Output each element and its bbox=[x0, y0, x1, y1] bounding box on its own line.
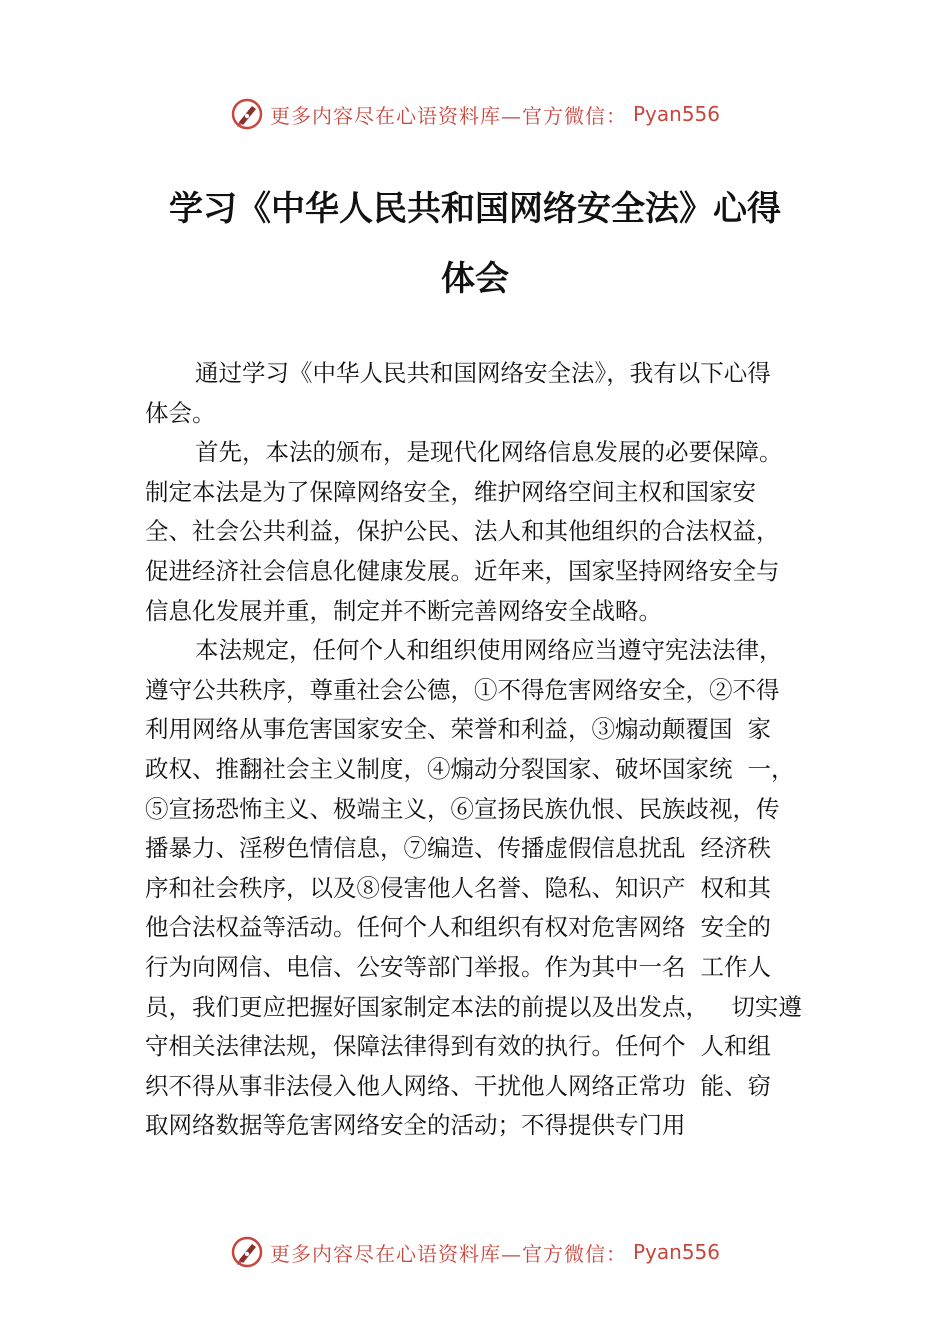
paragraph-line: 织不得从事非法侵入他人网络、干扰他人网络正常功 能、窃 bbox=[145, 1071, 771, 1100]
paragraph-line: 体会。 bbox=[145, 398, 216, 427]
header-watermark bbox=[0, 94, 950, 134]
paragraph-line: 信息化发展并重，制定并不断完善网络安全战略。 bbox=[145, 596, 662, 625]
watermark-wechat-id: Pyan556 bbox=[632, 1240, 720, 1264]
paragraph-3 bbox=[145, 631, 835, 1146]
document-title-line-2: 体会 bbox=[441, 259, 509, 299]
paragraph-line: 取网络数据等危害网络安全的活动；不得提供专门用 bbox=[145, 1111, 686, 1140]
paragraph-line: 通过学习《中华人民共和国网络安全法》，我有以下心得 bbox=[195, 359, 771, 387]
paragraph-line: 利用网络从事危害国家安全、荣誉和利益，③煽动颠覆国 家 bbox=[145, 715, 771, 744]
paragraph-line: 全、社会公共利益，保护公民、法人和其他组织的合法权益， bbox=[145, 517, 780, 546]
paragraph-2 bbox=[145, 433, 835, 631]
watermark-text: 更多内容尽在心语资料库—官方微信： bbox=[269, 1241, 627, 1266]
paragraph-line: 本法规定，任何个人和组织使用网络应当遵守宪法法律， bbox=[195, 636, 783, 665]
paragraph-line: 序和社会秩序，以及⑧侵害他人名誉、隐私、知识产 权和其 bbox=[145, 873, 771, 902]
document-body bbox=[145, 354, 835, 1146]
paragraph-line: 首先，本法的颁布，是现代化网络信息发展的必要保障。 bbox=[195, 438, 783, 467]
paragraph-line: 守相关法律法规，保障法律得到有效的执行。任何个 人和组 bbox=[145, 1032, 771, 1061]
paragraph-line: 行为向网信、电信、公安等部门举报。作为其中一名 工作人 bbox=[145, 952, 771, 981]
paragraph-1 bbox=[145, 354, 835, 433]
paragraph-line: 制定本法是为了保障网络安全，维护网络空间主权和国家安 bbox=[145, 477, 756, 506]
watermark-text: 更多内容尽在心语资料库—官方微信： bbox=[269, 103, 627, 128]
paragraph-line: 促进经济社会信息化健康发展。近年来，国家坚持网络安全与 bbox=[145, 556, 780, 585]
paragraph-line: 播暴力、淫秽色情信息，⑦编造、传播虚假信息扰乱 经济秩 bbox=[145, 834, 771, 863]
document-title-line-1: 学习《中华人民共和国网络安全法》心得 bbox=[169, 189, 781, 229]
pen-nib-logo-icon bbox=[230, 97, 264, 131]
paragraph-line: 他合法权益等活动。任何个人和组织有权对危害网络 安全的 bbox=[145, 913, 771, 942]
paragraph-line: 员，我们更应把握好国家制定本法的前提以及出发点， 切实遵 bbox=[145, 992, 802, 1021]
paragraph-line: 遵守公共秩序，尊重社会公德，①不得危害网络安全，②不得 bbox=[145, 675, 780, 704]
watermark-wechat-id: Pyan556 bbox=[632, 102, 720, 126]
paragraph-line: 政权、推翻社会主义制度，④煽动分裂国家、破坏国家统 一， bbox=[145, 754, 795, 783]
footer-watermark bbox=[0, 1232, 950, 1272]
paragraph-line: ⑤宣扬恐怖主义、极端主义，⑥宣扬民族仇恨、民族歧视，传 bbox=[145, 794, 780, 823]
pen-nib-logo-icon bbox=[230, 1235, 264, 1269]
